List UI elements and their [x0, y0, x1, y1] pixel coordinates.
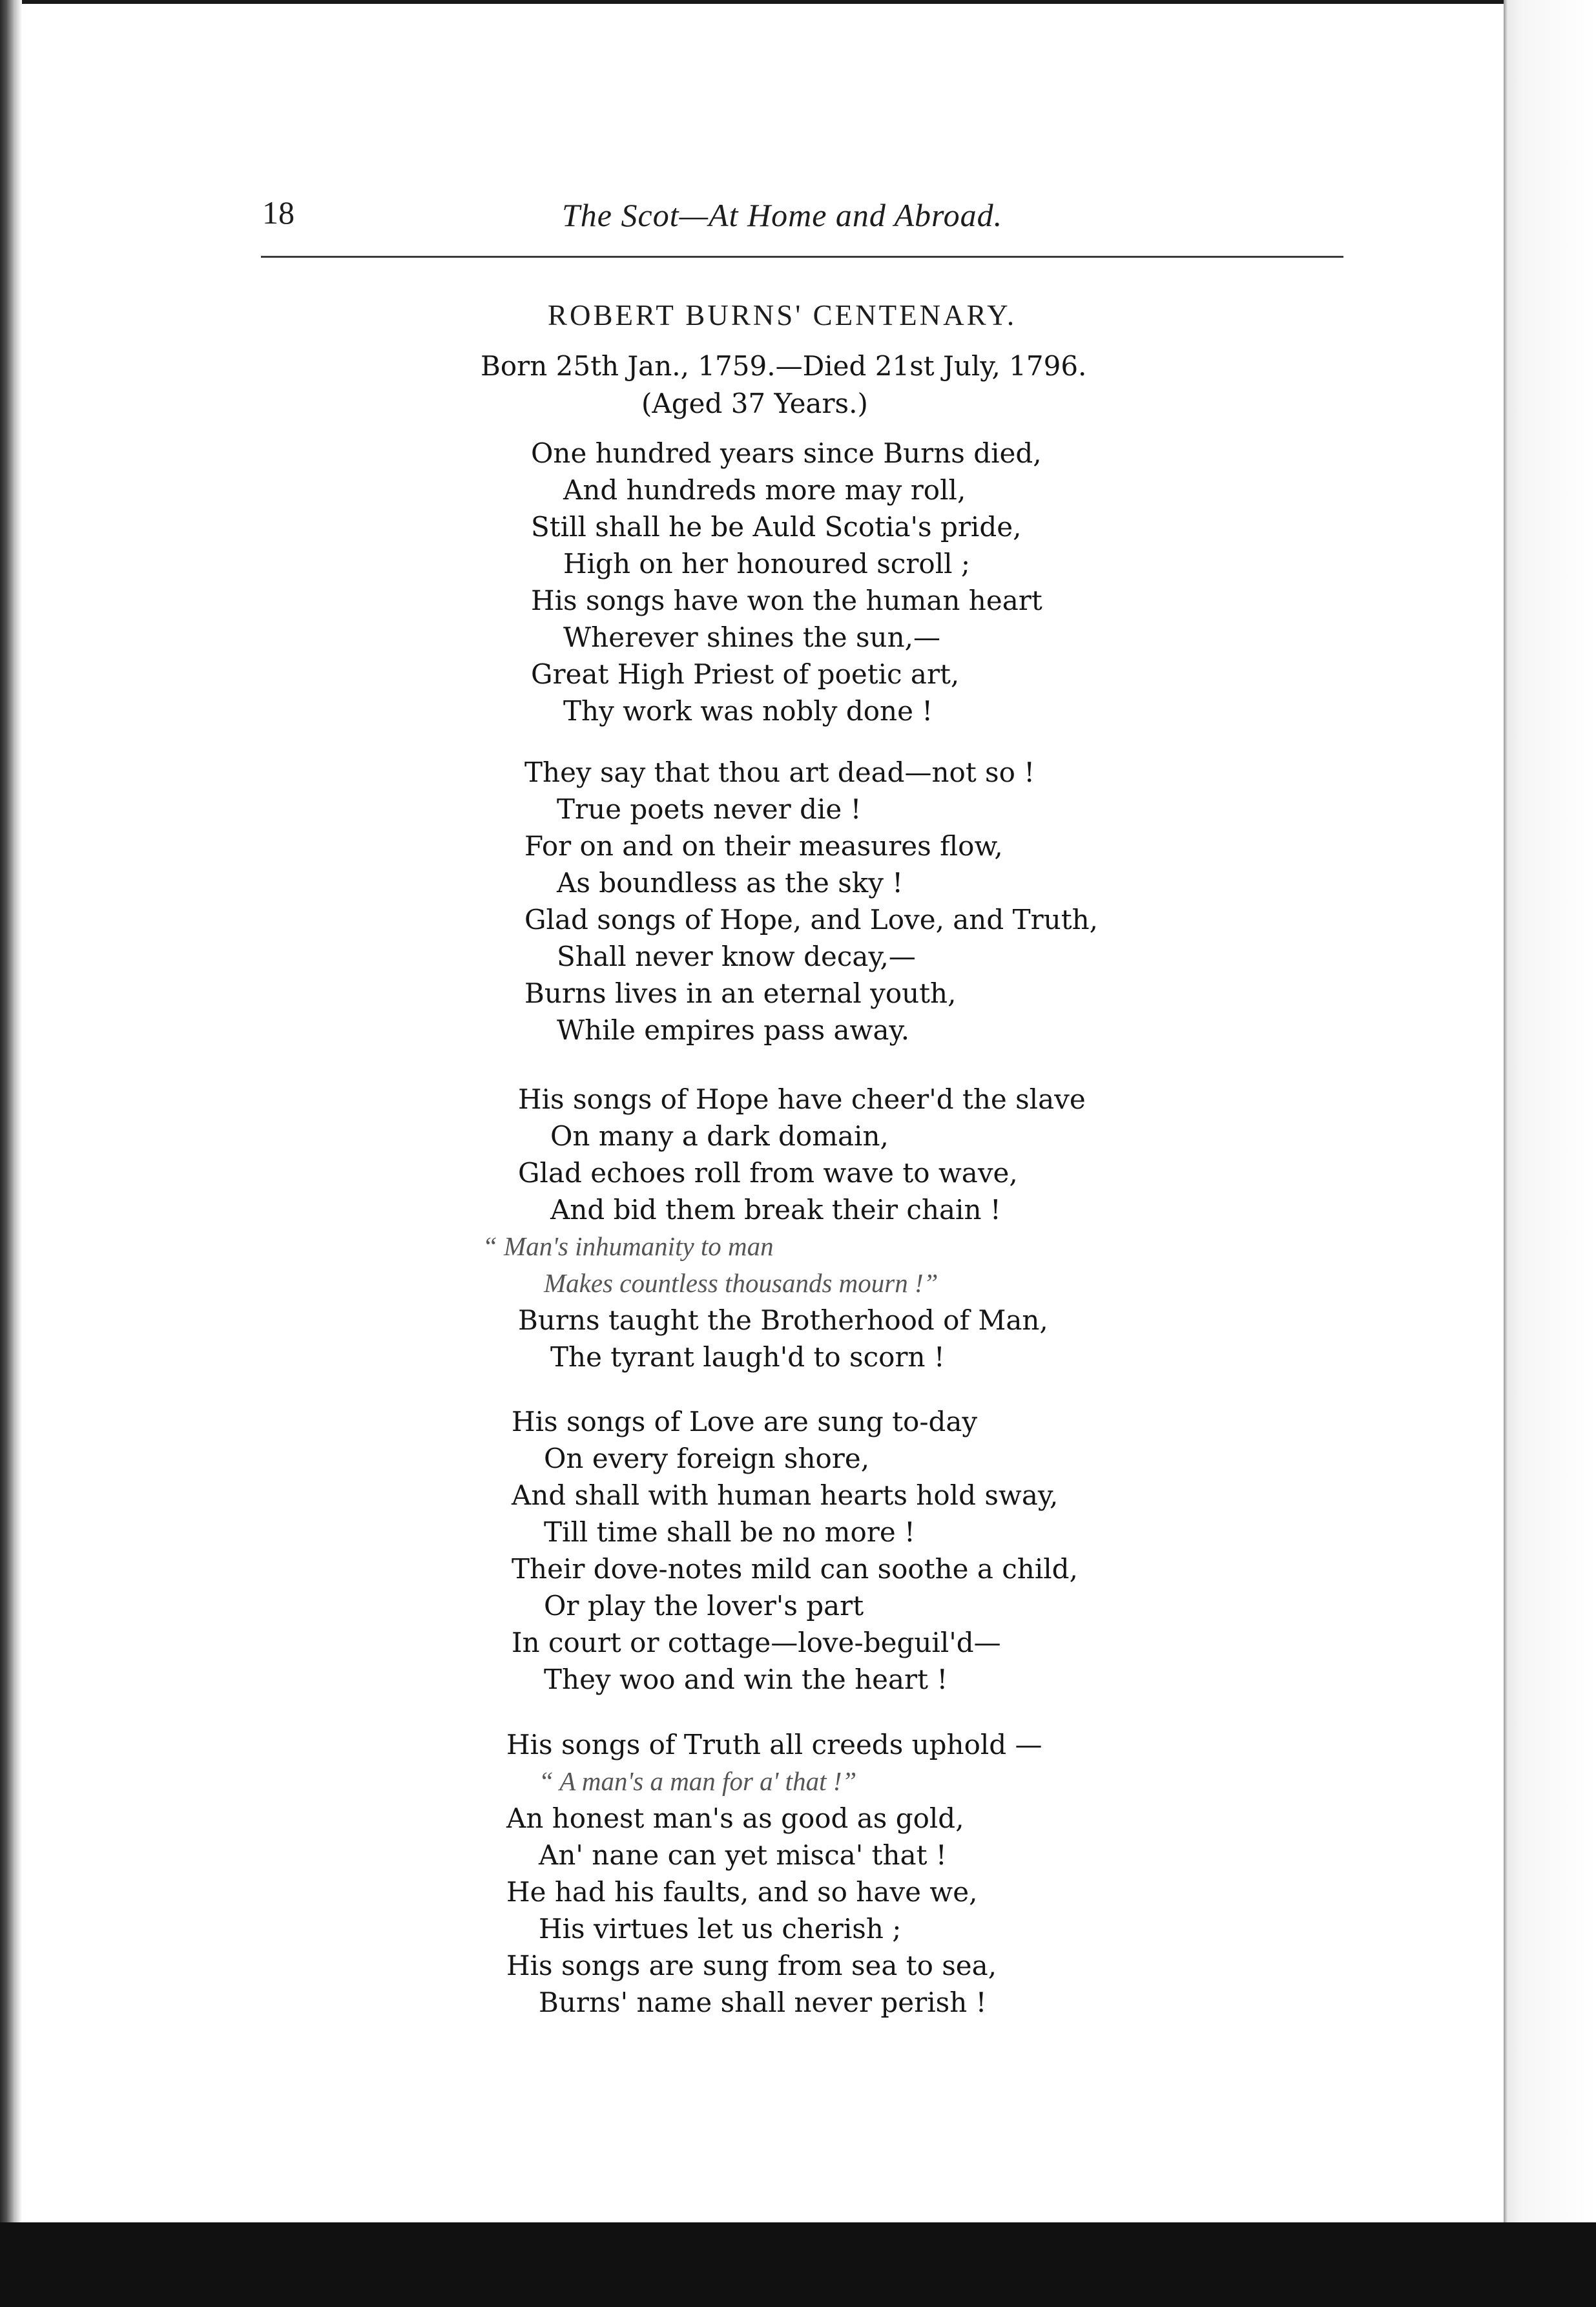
verse-line: His virtues let us cherish ; — [539, 1913, 902, 1945]
verse-line: As boundless as the sky ! — [557, 867, 904, 899]
verse-line: His songs are sung from sea to sea, — [506, 1950, 997, 1981]
stanza-3 — [482, 1081, 1086, 1375]
verse-line: Glad songs of Hope, and Love, and Truth, — [524, 904, 1099, 935]
verse-line: In court or cottage—love-beguil'd— — [512, 1627, 1001, 1658]
scan-bottom-border — [0, 2222, 1596, 2307]
verse-line: His songs of Truth all creeds uphold — — [506, 1729, 1042, 1760]
verse-line: His songs of Hope have cheer'd the slave — [518, 1083, 1086, 1115]
verse-line: The tyrant laugh'd to scorn ! — [550, 1341, 945, 1373]
poem-title: ROBERT BURNS' CENTENARY. — [548, 299, 1017, 331]
verse-line: Still shall he be Auld Scotia's pride, — [531, 511, 1022, 543]
poem-age: (Aged 37 Years.) — [641, 388, 868, 419]
verse-line: And shall with human hearts hold sway, — [512, 1479, 1059, 1511]
stanza-1 — [531, 435, 1042, 729]
quoted-verse-line: “ A man's a man for a' that !” — [539, 1766, 857, 1796]
verse-line: Wherever shines the sun,— — [563, 621, 941, 653]
verse-line: On every foreign shore, — [544, 1443, 870, 1474]
verse-line: For on and on their measures flow, — [524, 830, 1003, 862]
verse-line: Burns taught the Brotherhood of Man, — [518, 1304, 1048, 1336]
verse-line: Or play the lover's part — [544, 1590, 864, 1622]
scan-left-edge — [0, 0, 22, 2307]
verse-line: An honest man's as good as gold, — [506, 1802, 964, 1834]
verse-line: Their dove-notes mild can soothe a child, — [512, 1553, 1078, 1585]
verse-line: Great High Priest of poetic art, — [531, 658, 960, 690]
verse-line: High on her honoured scroll ; — [563, 548, 971, 579]
scan-top-edge — [0, 0, 1596, 4]
verse-line: He had his faults, and so have we, — [506, 1876, 978, 1908]
stanza-4 — [512, 1403, 1078, 1698]
verse-line: They say that thou art dead—not so ! — [524, 757, 1035, 788]
verse-line: And hundreds more may roll, — [563, 474, 966, 506]
verse-line: Burns' name shall never perish ! — [539, 1987, 987, 2018]
verse-line: And bid them break their chain ! — [550, 1194, 1001, 1226]
verse-line: An' nane can yet misca' that ! — [539, 1839, 947, 1871]
verse-line: Burns lives in an eternal youth, — [524, 977, 957, 1009]
quoted-verse-line: “ Man's inhumanity to man — [482, 1231, 774, 1261]
page-number: 18 — [262, 194, 295, 231]
verse-line: His songs have won the human heart — [531, 585, 1042, 616]
verse-line: While empires pass away. — [557, 1014, 910, 1046]
scan-page-fold — [1504, 0, 1596, 2307]
verse-line: They woo and win the heart ! — [544, 1664, 948, 1695]
stanza-5 — [506, 1726, 1042, 2021]
verse-line: True poets never die ! — [557, 793, 862, 825]
quoted-verse-line: Makes countless thousands mourn !” — [544, 1268, 938, 1298]
verse-line: Glad echoes roll from wave to wave, — [518, 1157, 1018, 1189]
verse-line: Shall never know decay,— — [557, 941, 916, 972]
verse-line: Thy work was nobly done ! — [563, 695, 933, 727]
verse-line: One hundred years since Burns died, — [531, 437, 1042, 469]
verse-line: On many a dark domain, — [550, 1120, 889, 1152]
header-rule — [261, 256, 1343, 258]
verse-line: His songs of Love are sung to-day — [512, 1406, 978, 1437]
poem-dates: Born 25th Jan., 1759.—Died 21st July, 1796. — [481, 350, 1087, 382]
stanza-2 — [524, 754, 1098, 1049]
verse-line: Till time shall be no more ! — [544, 1516, 915, 1548]
running-head: The Scot—At Home and Abroad. — [562, 197, 1003, 233]
